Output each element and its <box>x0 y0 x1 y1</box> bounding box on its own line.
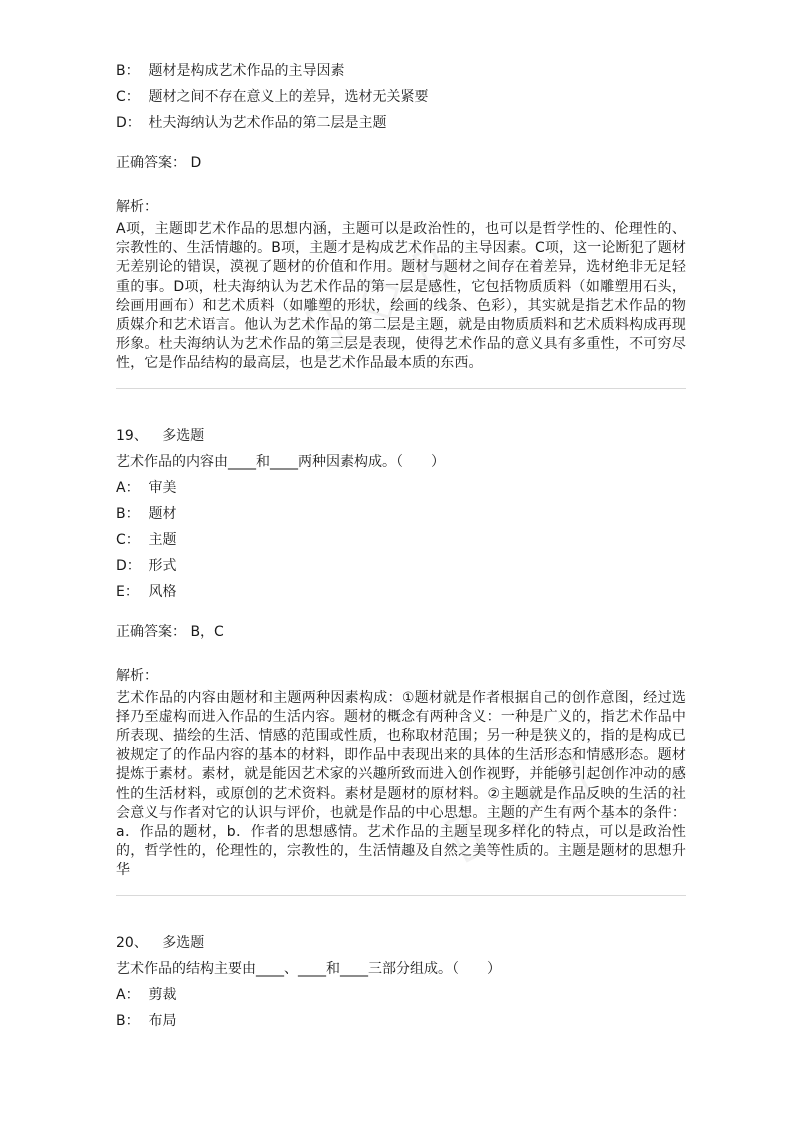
q20-header <box>116 930 686 956</box>
q19-analysis-label: 解析： <box>116 667 158 684</box>
option-text: 题材 <box>148 505 177 522</box>
option-key: B： <box>116 1012 140 1029</box>
option-key: C： <box>116 89 140 105</box>
option-text: 风格 <box>148 583 177 600</box>
q20-option-a <box>116 982 686 1008</box>
question-number: 19、 <box>116 427 148 444</box>
q20-option-b <box>116 1008 686 1034</box>
q18-option-b <box>116 58 686 84</box>
option-text: 题材之间不存在意义上的差异，选材无关紧要 <box>148 89 429 105</box>
question-type: 多选题 <box>162 934 205 951</box>
option-key: B： <box>116 63 140 79</box>
watermark-2: ▯ ◇ ▯ <box>432 737 602 873</box>
q19-option-e <box>116 579 686 605</box>
q18-analysis-text: A项，主题即艺术作品的思想内涵，主题可以是政治性的，也可以是哲学性的、伦理性的、宗教性的、生活情趣的。B项，主题才是构成艺术作品的主导因素。C项，这一论断犯了题材无差别论的错误，漠视了题材的价值和作用。题材与题材之间存在着差异，选材绝非无足轻重的事。D项，杜夫海纳认为艺术作品的第一层是感性，它包括物质质料（如雕塑用石头，绘画用画布）和艺术质料（如雕塑的形状，绘画的线条、色彩），其实就是指艺术作品的物质媒介和艺术语言。他认为艺术作品的第二层是主题，就是由物质质料和艺术质料构成再现形象。杜夫海纳认为艺术作品的第三层是表现，使得艺术作品的意义具有多重性，不可穷尽性，它是作品结构的最高层，也是艺术作品最本质的东西。 <box>116 221 686 372</box>
q19-answer <box>116 619 686 645</box>
option-text: 布局 <box>148 1012 177 1029</box>
option-text: 审美 <box>148 479 177 496</box>
option-text: 主题 <box>148 531 177 548</box>
option-text: 杜夫海纳认为艺术作品的第二层是主题 <box>148 115 387 131</box>
q19-option-b <box>116 501 686 527</box>
answer-label: 正确答案： <box>116 155 186 171</box>
q18-answer <box>116 150 686 176</box>
q18-options <box>116 58 686 136</box>
q19-analysis-text: 艺术作品的内容由题材和主题两种因素构成：①题材就是作者根据自己的创作意图，经过选择乃至虚构而进入作品的生活内容。题材的概念有两种含义：一种是广义的，指艺术作品中所表现、描绘的生活、情感的范围或性质，也称取材范围；另一种是狭义的，指的是构成已被规定了的作品内容的基本的材料，即作品中表现出来的具体的生活形态和情感形态。题材提炼于素材。素材，就是能因艺术家的兴趣所致而进入创作视野，并能够引起创作冲动的感性的生活材料，或原创的艺术资料。素材是题材的原材料。②主题就是作品反映的生活的社会意义与作者对它的认识与评价，也就是作品的中心思想。主题的产生有两个基本的条件：a．作品的题材，b．作者的思想感情。艺术作品的主题呈现多样化的特点，可以是政治性的，哲学性的，伦理性的，宗教性的，生活情趣及自然之美等性质的。主题是题材的思想升华 <box>116 689 686 879</box>
option-key: B： <box>116 505 140 522</box>
option-text: 题材是构成艺术作品的主导因素 <box>148 63 345 79</box>
option-text: 剪裁 <box>148 986 177 1003</box>
option-key: A： <box>116 986 140 1003</box>
answer-label: 正确答案： <box>116 623 186 640</box>
q20-stem: 艺术作品的结构主要由____、____和____三部分组成。（ ） <box>116 960 501 977</box>
option-key: C： <box>116 531 140 548</box>
answer-value: D <box>190 155 202 171</box>
answer-value: B，C <box>190 623 224 640</box>
q19-stem: 艺术作品的内容由____和____两种因素构成。（ ） <box>116 453 445 470</box>
question-page <box>116 58 686 1034</box>
q20-options <box>116 982 686 1034</box>
option-text: 形式 <box>148 557 177 574</box>
option-key: D： <box>116 115 141 131</box>
q19-option-a <box>116 475 686 501</box>
q19-options <box>116 475 686 605</box>
q19-header <box>116 423 686 449</box>
q19-option-c <box>116 527 686 553</box>
watermark-1: ▯ ◇ ▯ <box>292 227 462 363</box>
question-number: 20、 <box>116 934 148 951</box>
option-key: E： <box>116 583 139 600</box>
q18-option-d <box>116 110 686 136</box>
q18-option-c <box>116 84 686 110</box>
option-key: A： <box>116 479 140 496</box>
question-type: 多选题 <box>162 427 205 444</box>
q18-analysis-label: 解析： <box>116 199 158 215</box>
option-key: D： <box>116 557 141 574</box>
q19-option-d <box>116 553 686 579</box>
